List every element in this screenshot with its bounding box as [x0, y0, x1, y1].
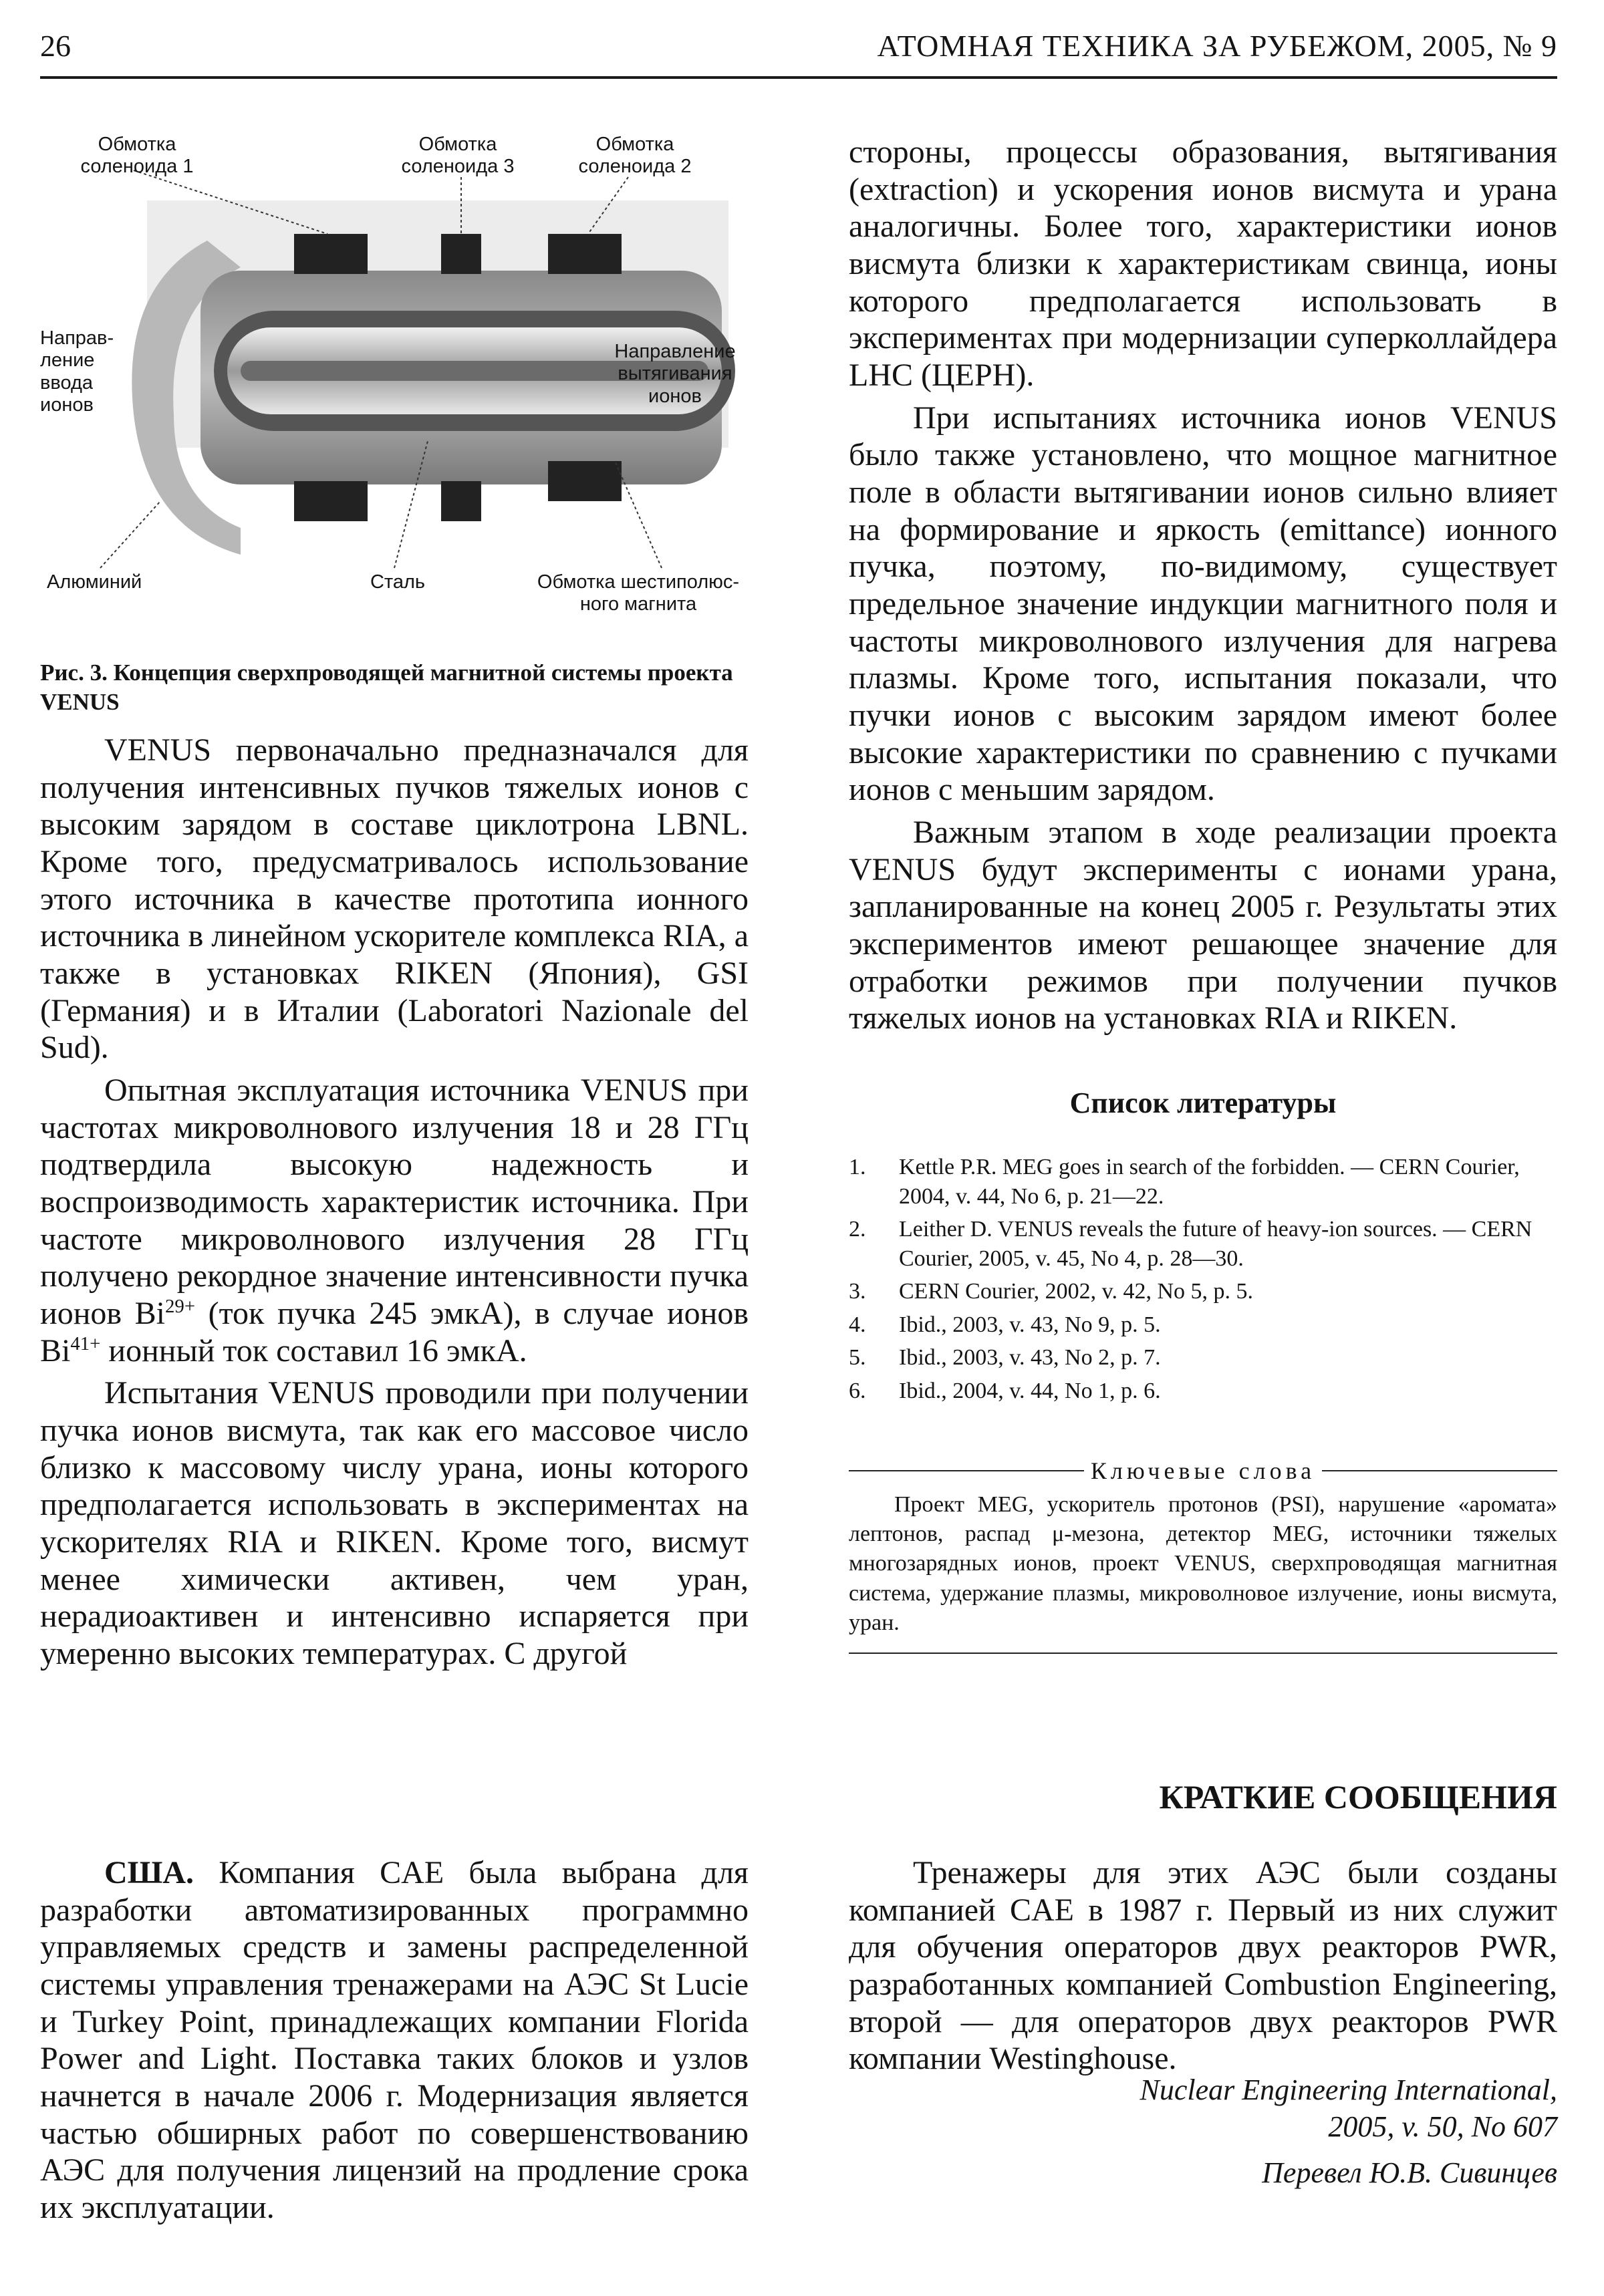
right-paragraph-2: При испытаниях источника ионов VENUS было также установлено, что мощное магнитное поле в области вытягивании ионов сильно влияет на формирование и яркость (emittance) ионного пучка, поэтому, по-видимому, существует предельное значение индукции магнитного поля и частоты микроволнового излучения для нагрева плазмы. Кроме того, испытания показали, что пучки ионов с высоким зарядом имеют более высокие характеристики по сравнению с пучками ионов с меньшим зарядом.	[849, 400, 1557, 808]
references-list	[849, 1153, 1557, 1409]
left-paragraph-2: Опытная эксплуатация источника VENUS при частотах микроволнового излучения 18 и 28 ГГц подтвердила высокую надежность и воспроизводимость характеристик источника. При частоте микроволнового излучения 28 ГГц получено рекордное значение интенсивности пучка ионов $Bi^{29+}$ (ток пучка 245 эмкА), в случае ионов $Bi^{41+}$ ионный ток составил 16 эмкА.	[40, 1072, 749, 1369]
translator-credit: Перевел Ю.В. Сивинцев	[1262, 2156, 1557, 2189]
keywords-text: Проект MEG, ускоритель протонов (PSI), нарушение «аромата» лептонов, распад μ-мезона, детектор MEG, источники тяжелых многозарядных ионов, проект VENUS, сверхпроводящая магнитная система, удержание плазмы, микроволновое излучение, ионы висмута, уран.	[849, 1492, 1557, 1635]
brief-right-paragraph: Тренажеры для этих АЭС были созданы компанией CAE в 1987 г. Первый из них служит для обучения операторов двух реакторов PWR, разработанных компанией Combustion Engineering, второй — для операторов двух реакторов PWR компании Westinghouse.	[849, 1855, 1557, 2077]
reference-item: 4. Ibid., 2003, v. 43, No 9, p. 5.	[849, 1312, 1161, 1337]
label-hexapole: Обмотка шестиполюс-ного магнита	[537, 571, 740, 615]
keywords-heading-row	[849, 1457, 1557, 1485]
reference-item: 5. Ibid., 2003, v. 43, No 2, p. 7.	[849, 1345, 1161, 1371]
coil-2-bottom	[548, 461, 622, 501]
right-column	[849, 134, 1557, 1042]
page-header	[40, 28, 1557, 79]
right-paragraph-3: Важным этапом в ходе реализации проекта VENUS будут эксперименты с ионами урана, запланированные на конец 2005 г. Результаты этих экспериментов имеют решающее значение для отработки режимов при получении пучков тяжелых ионов на установках RIA и RIKEN.	[849, 815, 1557, 1036]
journal-title: АТОМНАЯ ТЕХНИКА ЗА РУБЕЖОМ, 2005, № 9	[877, 29, 1557, 63]
label-extraction: Направление вытягивания ионов	[614, 341, 736, 407]
coil-2-top	[548, 234, 622, 274]
label-injection: Направ-ление ввода ионов	[40, 327, 114, 416]
source-line-2: 2005, v. 50, No 607	[1328, 2110, 1557, 2143]
figure-caption: Рис. 3. Концепция сверхпроводящей магнитной системы проекта VENUS	[40, 660, 733, 715]
reference-item: 6. Ibid., 2004, v. 44, No 1, p. 6.	[849, 1378, 1161, 1403]
brief-left-column	[40, 1854, 749, 2232]
label-coil-3: Обмотка соленоида 3	[401, 134, 515, 178]
figure-venus	[40, 127, 742, 641]
keywords-rule-bottom	[849, 1653, 1557, 1654]
reference-item: 2. Leither D. VENUS reveals the future of heavy-ion sources. — CERN Courier, 2005, v. 45, No 4, p. 28—30.	[849, 1217, 1532, 1271]
coil-1-bottom	[294, 481, 368, 521]
right-paragraph-1: стороны, процессы образования, вытягивания (extraction) и ускорения ионов висмута и урана аналогичны. Более того, характеристики ионов висмута близки к характеристикам свинца, ионы которого предполагается использовать в экспериментах при модернизации суперколлайдера LHC (ЦЕРН).	[849, 134, 1557, 394]
coil-3-top	[441, 234, 481, 274]
coil-3-bottom	[441, 481, 481, 521]
references-title: Список литературы	[1069, 1087, 1337, 1119]
keywords-block	[849, 1457, 1557, 1654]
page-number: 26	[40, 29, 71, 63]
label-coil-1: Обмотка соленоида 1	[80, 134, 194, 178]
reference-item: 3. CERN Courier, 2002, v. 42, No 5, p. 5.	[849, 1279, 1254, 1304]
brief-right-column	[849, 1854, 1557, 2083]
source-line-1: Nuclear Engineering International,	[1140, 2073, 1557, 2106]
left-paragraph-3: Испытания VENUS проводили при получении пучка ионов висмута, так как его массовое число близко к массовому числу урана, ионы которого предполагается использовать в экспериментах на ускорителях RIA и RIKEN. Кроме того, висмут менее химически активен, чем уран, нерадиоактивен и интенсивно испаряется при умеренно высоких температурах. С другой	[40, 1375, 749, 1672]
reference-item: 1. Kettle P.R. MEG goes in search of the forbidden. — CERN Courier, 2004, v. 44, No 6, p. 21—22.	[849, 1155, 1520, 1209]
label-aluminium: Алюминий	[47, 571, 142, 593]
keywords-heading: Ключевые слова	[1090, 1457, 1316, 1484]
coil-1-top	[294, 234, 368, 274]
keywords-rule-right	[1322, 1470, 1557, 1471]
brief-left-paragraph: США. Компания CAE была выбрана для разработки автоматизированных программно управляемых средств и замены распределенной системы управления тренажерами на АЭС St Lucie и Turkey Point, принадлежащих компании Florida Power and Light. Поставка таких блоков и узлов начнется в начале 2006 г. Модернизация является частью обширных работ по совершенствованию АЭС для получения лицензий на продление срока их эксплуатации.	[40, 1855, 749, 2226]
source-citation	[849, 2071, 1557, 2191]
keywords-rule-left	[849, 1470, 1084, 1471]
label-coil-2: Обмотка соленоида 2	[578, 134, 692, 178]
left-column	[40, 732, 749, 1678]
leader-aluminium	[100, 501, 160, 568]
left-paragraph-1: VENUS первоначально предназначался для получения интенсивных пучков тяжелых ионов с высоким зарядом в составе циклотрона LBNL. Кроме того, предусматривалось использование этого источника в качестве прототипа ионного источника в линейном ускорителе комплекса RIA, а также в установках RIKEN (Япония), GSI (Германия) и в Италии (Laboratori Nazionale del Sud).	[40, 732, 749, 1066]
label-steel: Сталь	[370, 571, 426, 593]
brief-section-title: КРАТКИЕ СООБЩЕНИЯ	[1159, 1778, 1557, 1816]
